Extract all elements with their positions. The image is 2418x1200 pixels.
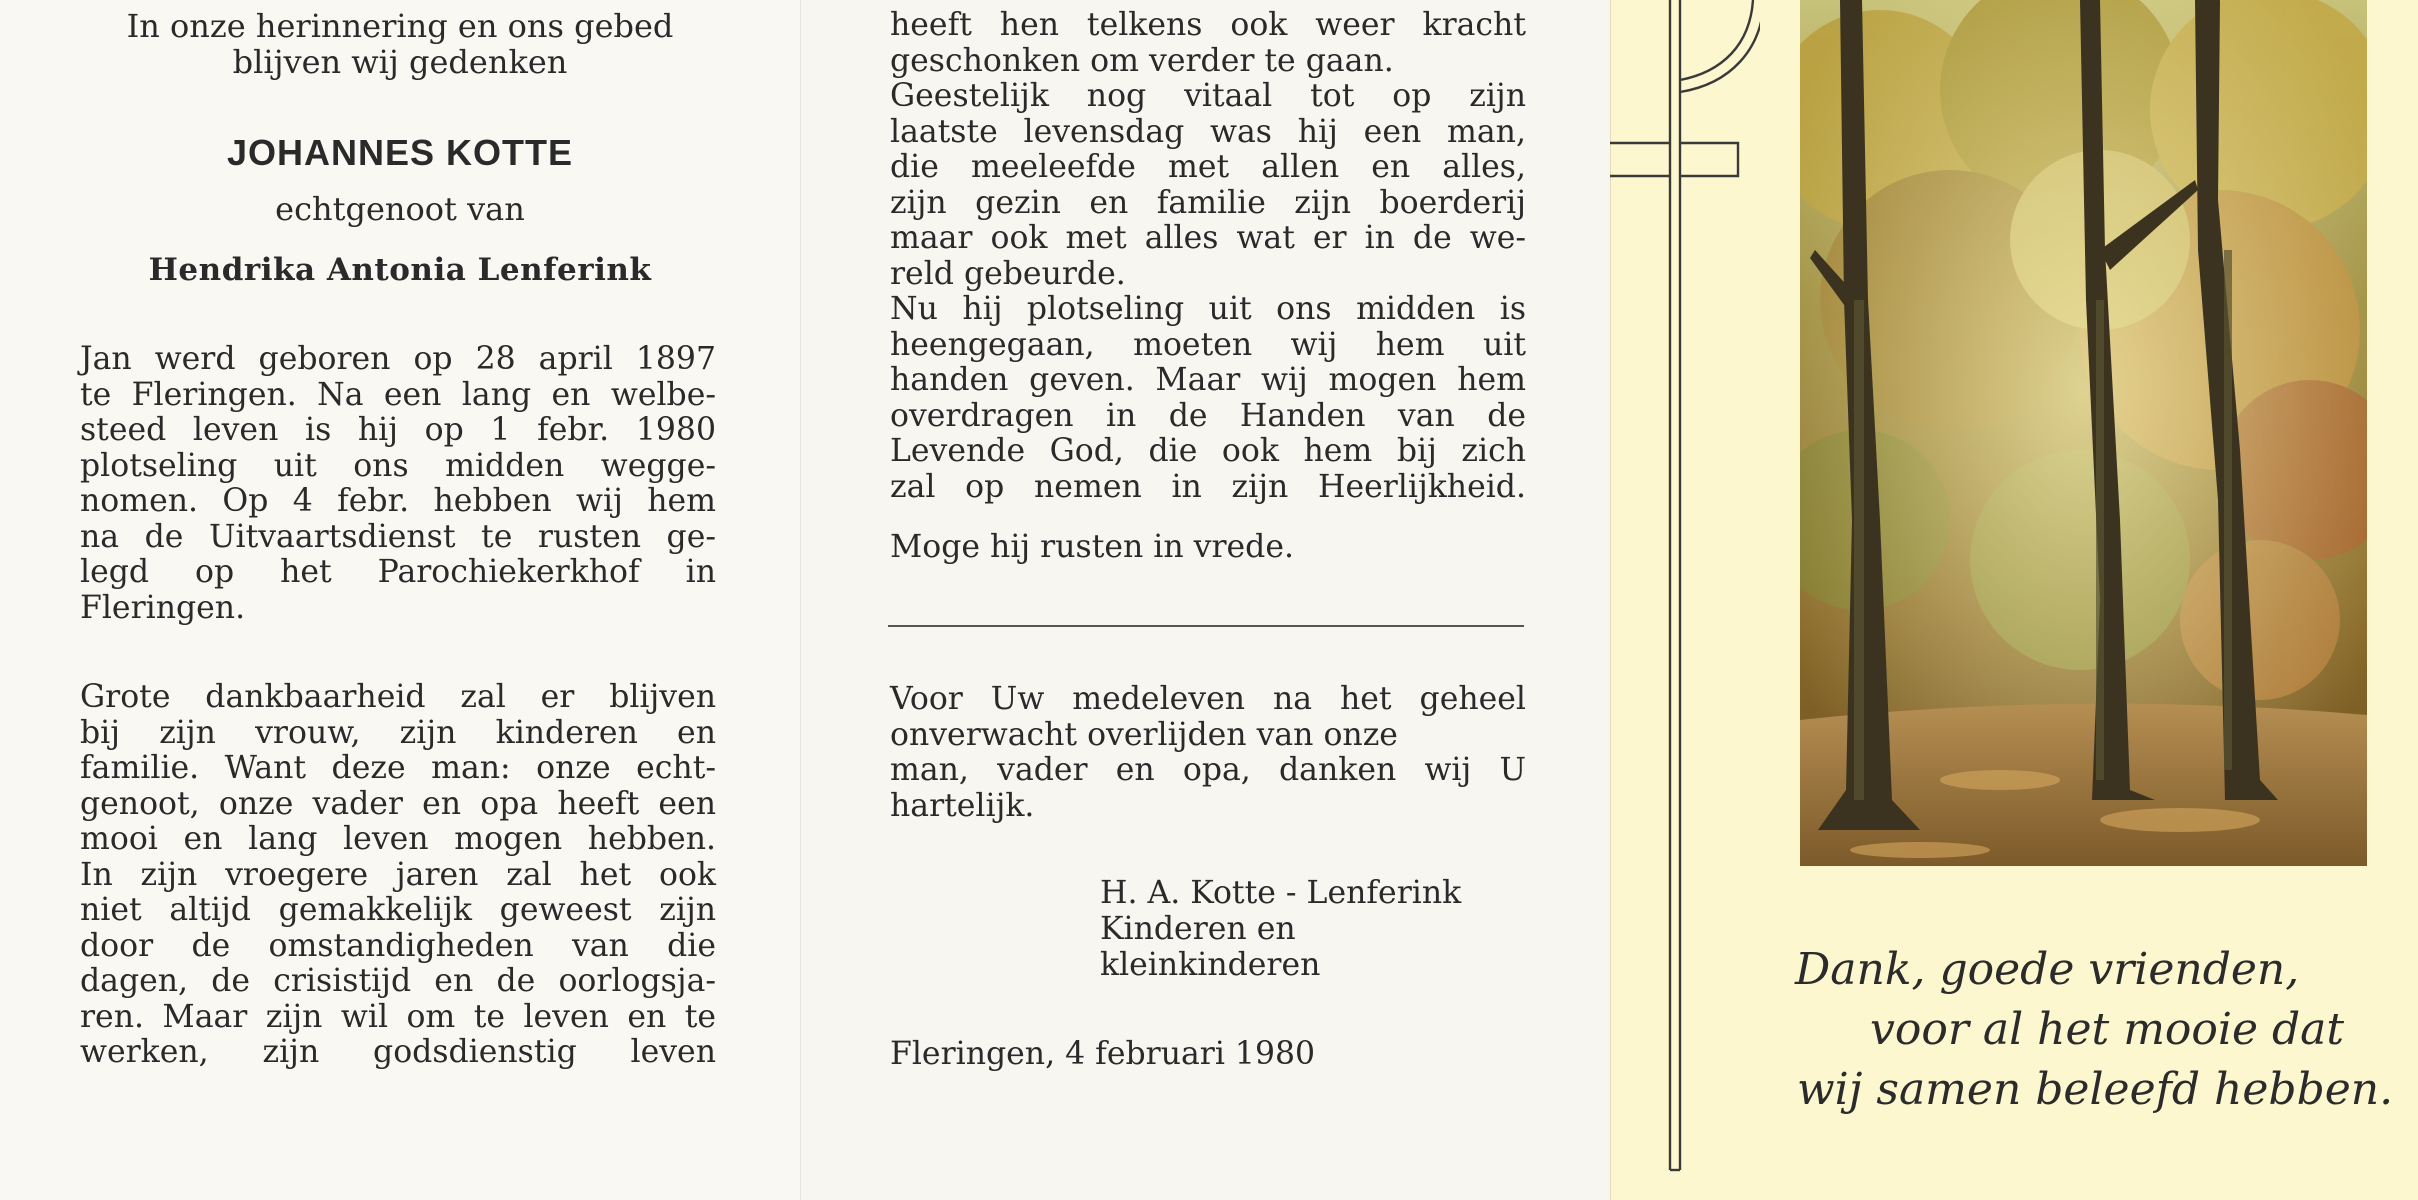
signature-line: kleinkinderen	[1100, 947, 1321, 983]
thanks-paragraph	[890, 682, 1526, 824]
text-line: Grote dankbaarheid zal er blijven	[80, 679, 716, 715]
signature-block	[1100, 875, 1461, 983]
text-line: Voor Uw medeleven na het geheel	[890, 681, 1526, 717]
text-line: werken, zijn godsdienstig leven	[80, 1034, 716, 1070]
autumn-forest-photo	[1800, 0, 2367, 866]
text-line: genoot, onze vader en opa heeft een	[80, 785, 716, 822]
text-line: familie. Want deze man: onze echt-	[80, 750, 716, 786]
spouse-of-label: echtgenoot van	[275, 190, 525, 228]
text-line: Jan werd geboren op 28 april 1897	[80, 341, 716, 377]
text-line: legd op het Parochiekerkhof in	[80, 554, 716, 590]
divider	[888, 625, 1524, 627]
text-line: Geestelijk nog vitaal tot op zijn	[890, 78, 1526, 114]
signature-line: H. A. Kotte - Lenferink	[1100, 875, 1462, 911]
gratitude-paragraph	[80, 680, 716, 1071]
text-line: In zijn vroegere jaren zal het ook	[80, 856, 716, 893]
text-line: ren. Maar zijn wil om te leven en te	[80, 998, 716, 1035]
text-line: die meeleefde met allen en alles,	[890, 149, 1526, 185]
text-line: geschonken om verder te gaan.	[890, 42, 1394, 79]
text-line: Levende God, die ook hem bij zich	[890, 433, 1526, 469]
text-line: overdragen in de Handen van de	[890, 397, 1526, 434]
opening-line: In onze herinnering en ons gebed	[126, 7, 674, 45]
text-line: door de omstandigheden van die	[80, 927, 716, 964]
text-line: bij zijn vrouw, zijn kinderen en	[80, 714, 716, 751]
text-line: steed leven is hij op 1 febr. 1980	[80, 412, 716, 448]
deceased-name: JOHANNES KOTTE	[226, 132, 574, 173]
biography-paragraph	[80, 342, 716, 626]
text-line: hartelijk.	[890, 787, 1035, 824]
quote-line: voor al het mooie dat	[1870, 1004, 2345, 1055]
text-line: Fleringen.	[80, 589, 246, 626]
text-line: zal op nemen in zijn Heerlijkheid.	[890, 468, 1526, 505]
text-line: onverwacht overlijden van onze	[890, 716, 1398, 753]
signature-line: Kinderen en	[1100, 911, 1296, 947]
text-line: nomen. Op 4 febr. hebben wij hem	[80, 483, 716, 519]
text-line: plotseling uit ons midden wegge-	[80, 447, 716, 484]
text-line: niet altijd gemakkelijk geweest zijn	[80, 892, 716, 928]
text-line: zijn gezin en familie zijn boerderij	[890, 184, 1526, 221]
quote	[1795, 940, 2395, 1120]
text-line: te Fleringen. Na een lang en welbe-	[80, 376, 716, 413]
text-line: Nu hij plotseling uit ons midden is	[890, 291, 1526, 327]
text-line: heengegaan, moeten wij hem uit	[890, 326, 1526, 363]
cross-icon	[1610, 0, 1760, 1200]
text-line: mooi en lang leven mogen hebben.	[80, 821, 716, 857]
character-paragraph	[890, 8, 1526, 505]
text-line: maar ook met alles wat er in de we-	[890, 220, 1526, 256]
text-line: handen geven. Maar wij mogen hem	[890, 362, 1526, 398]
text-line: man, vader en opa, danken wij U	[890, 752, 1526, 788]
text-line: na de Uitvaartsdienst te rusten ge-	[80, 518, 716, 555]
opening-lines	[80, 8, 720, 80]
spouse-name: Hendrika Antonia Lenferink	[148, 252, 652, 288]
text-line: dagen, de crisistijd en de oorlogsja-	[80, 963, 716, 999]
text-line: heeft hen telkens ook weer kracht	[890, 7, 1526, 43]
text-line: reld gebeurde.	[890, 255, 1126, 292]
rest-in-peace-line: Moge hij rusten in vrede.	[890, 529, 1294, 565]
quote-line: Dank, goede vrienden,	[1795, 944, 2300, 995]
quote-line: wij samen beleefd hebben.	[1797, 1064, 2394, 1115]
opening-line: blijven wij gedenken	[232, 43, 568, 81]
text-line: laatste levensdag was hij een man,	[890, 113, 1526, 150]
place-date: Fleringen, 4 februari 1980	[890, 1036, 1316, 1072]
